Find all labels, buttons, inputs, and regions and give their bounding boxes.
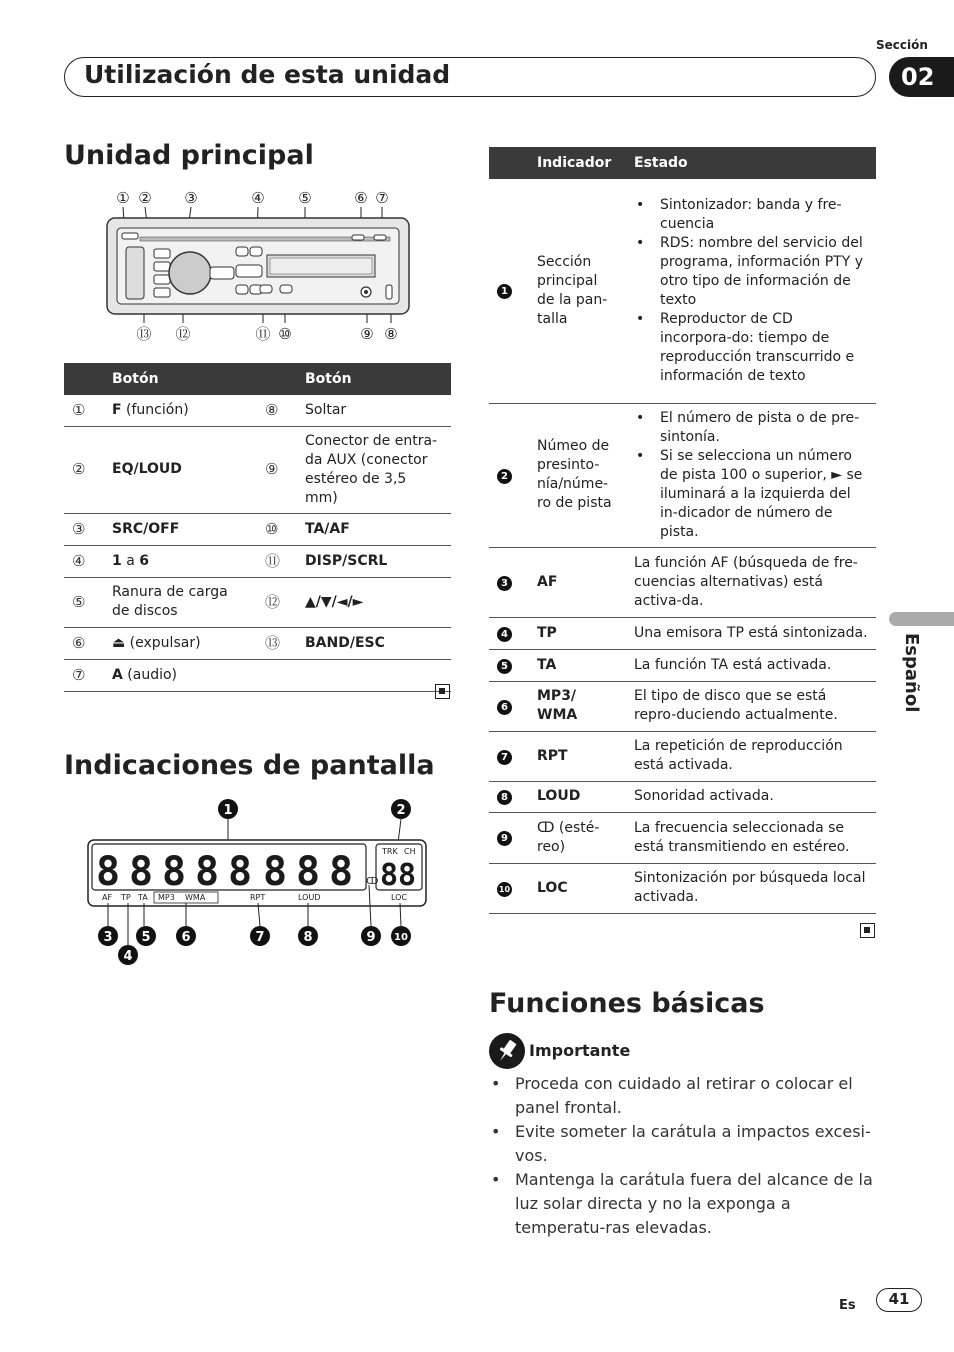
indicator-num: 6 (489, 681, 529, 731)
svg-text:TP: TP (121, 893, 131, 902)
cell-button: A (audio) (104, 659, 257, 691)
lcd-callout-2 (391, 799, 411, 819)
button-table-header-right: Botón (297, 363, 451, 395)
indicator-name: Sección principal de la pan-talla (529, 179, 626, 403)
table-row (64, 627, 451, 659)
indicator-name: ↀ (esté-reo) (529, 812, 626, 863)
cell-button: F (función) (104, 395, 257, 426)
indicator-num: 5 (489, 649, 529, 681)
cell-num: ① (64, 395, 104, 426)
table-row (64, 395, 451, 426)
importante-note (489, 1033, 875, 1069)
svg-text:MP3: MP3 (158, 893, 175, 902)
indicator-num: 8 (489, 781, 529, 812)
cell-num: ⑩ (257, 513, 297, 545)
indicator-estado: • Sintonizador: banda y fre-cuencia • RDS: nombre del servicio del programa, información PTY y otro tipo de información de texto • Reproductor de CD incorpora-do: tiempo de reproducción transcurrido e información de texto (626, 179, 876, 403)
indicator-num: 10 (489, 863, 529, 913)
table-row (64, 426, 451, 513)
cell-button: ⏏ (expulsar) (104, 627, 257, 659)
callout-12: ⑫ (175, 325, 191, 343)
cell-num: ④ (64, 545, 104, 577)
end-mark (435, 684, 450, 699)
indicator-name: AF (529, 547, 626, 617)
button-table (64, 363, 451, 692)
cell-button: Soltar (297, 395, 451, 426)
cell-button (297, 659, 451, 691)
indicator-estado: El tipo de disco que se está repro-duciendo actualmente. (626, 681, 876, 731)
language-tab-marker (889, 612, 954, 626)
cell-num: ⑫ (257, 577, 297, 627)
table-row (64, 659, 451, 691)
head-unit-diagram (100, 185, 420, 345)
list-item: • Evite someter la carátula a impactos excesi-vos. (489, 1120, 875, 1168)
table-row (489, 681, 876, 731)
indicator-estado: La función TA está activada. (626, 649, 876, 681)
callout-9: ⑨ (360, 325, 374, 343)
svg-text:8: 8 (329, 849, 354, 895)
indicator-estado: Sonoridad activada. (626, 781, 876, 812)
callout-8: ⑧ (384, 325, 398, 343)
cell-num: ⑤ (64, 577, 104, 627)
indicator-name: RPT (529, 731, 626, 781)
svg-text:ↀ: ↀ (366, 876, 379, 887)
svg-text:RPT: RPT (250, 893, 266, 902)
cell-button: DISP/SCRL (297, 545, 451, 577)
table-row (489, 179, 876, 403)
svg-text:8: 8 (162, 849, 187, 895)
indicator-num: 4 (489, 617, 529, 649)
cell-num: ⑧ (257, 395, 297, 426)
header-indicador: Indicador (529, 147, 626, 179)
page-number: 41 (876, 1288, 922, 1312)
cell-button: 1 a 6 (104, 545, 257, 577)
svg-text:4: 4 (123, 949, 133, 964)
cell-button: SRC/OFF (104, 513, 257, 545)
indicator-estado: • El número de pista o de pre-sintonía. • Si se selecciona un número de pista 100 o superior, ► se iluminará a la izquierda del in-dicador de número de pista. (626, 403, 876, 547)
indicator-num: 1 (489, 179, 529, 403)
indicator-name: LOC (529, 863, 626, 913)
indicator-estado: La función AF (búsqueda de fre-cuencias alternativas) está activa-da. (626, 547, 876, 617)
lcd-callout-3 (98, 926, 118, 946)
indicator-estado: La repetición de reproducción está activada. (626, 731, 876, 781)
table-row (64, 545, 451, 577)
callout-6: ⑥ (354, 189, 368, 207)
list-item: • Mantenga la carátula fuera del alcance de la luz solar directa y no la exponga a temperatu-ras elevadas. (489, 1168, 875, 1240)
svg-text:7: 7 (255, 930, 265, 945)
svg-text:AF: AF (102, 893, 113, 902)
callout-1: ① (116, 189, 130, 207)
lcd-callout-7 (250, 926, 270, 946)
svg-text:2: 2 (396, 803, 406, 818)
cell-num: ② (64, 426, 104, 513)
indicator-num: 9 (489, 812, 529, 863)
indicator-num: 2 (489, 403, 529, 547)
svg-text:LOC: LOC (391, 893, 408, 902)
lcd-callout-9 (361, 926, 381, 946)
svg-text:8: 8 (129, 849, 154, 895)
callout-3: ③ (184, 189, 198, 207)
svg-text:5: 5 (141, 930, 151, 945)
footer-lang: Es (839, 1298, 856, 1313)
svg-text:10: 10 (394, 932, 408, 943)
unidad-principal-heading: Unidad principal (64, 140, 314, 171)
cell-button: BAND/ESC (297, 627, 451, 659)
indicator-estado: Una emisora TP está sintonizada. (626, 617, 876, 649)
indicator-num: 3 (489, 547, 529, 617)
cell-num: ③ (64, 513, 104, 545)
button-table-header-left: Botón (104, 363, 257, 395)
cell-button: EQ/LOUD (104, 426, 257, 513)
svg-text:8: 8 (96, 849, 121, 895)
table-row (64, 513, 451, 545)
header-estado: Estado (626, 147, 876, 179)
cell-button: TA/AF (297, 513, 451, 545)
list-item: • Proceda con cuidado al retirar o colocar el panel frontal. (489, 1072, 875, 1120)
page-title: Utilización de esta unidad (84, 60, 451, 89)
svg-text:8: 8 (195, 849, 220, 895)
callout-7: ⑦ (375, 189, 389, 207)
indicator-estado: Sintonización por búsqueda local activada. (626, 863, 876, 913)
table-row (489, 403, 876, 547)
table-row (489, 863, 876, 913)
indicator-num: 7 (489, 731, 529, 781)
section-label: Sección (876, 38, 928, 52)
indicator-table-header (489, 147, 876, 179)
indicator-name: MP3/ WMA (529, 681, 626, 731)
svg-text:TRK: TRK (382, 847, 398, 856)
svg-text:8: 8 (263, 849, 288, 895)
svg-text:8: 8 (303, 930, 313, 945)
svg-text:9: 9 (366, 930, 376, 945)
section-number: 02 (889, 57, 954, 97)
svg-text:3: 3 (103, 930, 113, 945)
lcd-callout-1 (218, 799, 238, 819)
cell-num (257, 659, 297, 691)
indicator-name: Númeo de presinto-nía/núme-ro de pista (529, 403, 626, 547)
indicaciones-heading: Indicaciones de pantalla (64, 750, 435, 781)
indicator-name: TA (529, 649, 626, 681)
lcd-callout-5 (136, 926, 156, 946)
lcd-callout-10 (391, 926, 411, 946)
importante-list (489, 1072, 875, 1240)
lcd-callout-4 (118, 945, 138, 965)
cell-button: Ranura de carga de discos (104, 577, 257, 627)
svg-text:TA: TA (138, 893, 148, 902)
svg-text:8: 8 (228, 849, 253, 895)
lcd-callout-6 (176, 926, 196, 946)
callout-11: ⑪ (255, 325, 271, 343)
callout-4: ④ (251, 189, 265, 207)
importante-label: Importante (529, 1041, 631, 1060)
callout-2: ② (138, 189, 152, 207)
callout-13: ⑬ (136, 325, 152, 343)
cell-button: Conector de entra-da AUX (conector estéreo de 3,5 mm) (297, 426, 451, 513)
indicator-name: LOUD (529, 781, 626, 812)
table-row (489, 812, 876, 863)
indicator-estado: La frecuencia seleccionada se está transmitiendo en estéreo. (626, 812, 876, 863)
cell-num: ⑦ (64, 659, 104, 691)
lcd-display-diagram (86, 795, 431, 970)
indicator-table (489, 147, 876, 914)
table-row (489, 649, 876, 681)
svg-text:CH: CH (404, 847, 416, 856)
callout-10: ⑩ (278, 325, 292, 343)
table-row (64, 577, 451, 627)
svg-text:1: 1 (223, 803, 233, 818)
svg-text:WMA: WMA (185, 893, 206, 902)
language-tab (896, 633, 926, 733)
cell-num: ⑬ (257, 627, 297, 659)
end-mark (860, 923, 875, 938)
lcd-callout-8 (298, 926, 318, 946)
pushpin-icon (489, 1033, 525, 1069)
svg-text:88: 88 (380, 858, 417, 893)
callout-5: ⑤ (298, 189, 312, 207)
cell-num: ⑪ (257, 545, 297, 577)
svg-text:LOUD: LOUD (298, 893, 321, 902)
cell-num: ⑥ (64, 627, 104, 659)
funciones-heading: Funciones básicas (489, 988, 765, 1019)
table-row (489, 547, 876, 617)
table-row (489, 617, 876, 649)
table-row (489, 731, 876, 781)
svg-text:6: 6 (181, 930, 191, 945)
button-table-header (64, 363, 451, 395)
cell-num: ⑨ (257, 426, 297, 513)
cell-button: ▲/▼/◄/► (297, 577, 451, 627)
svg-text:8: 8 (296, 849, 321, 895)
table-row (489, 781, 876, 812)
indicator-name: TP (529, 617, 626, 649)
language-tab-label: Español (901, 633, 922, 713)
